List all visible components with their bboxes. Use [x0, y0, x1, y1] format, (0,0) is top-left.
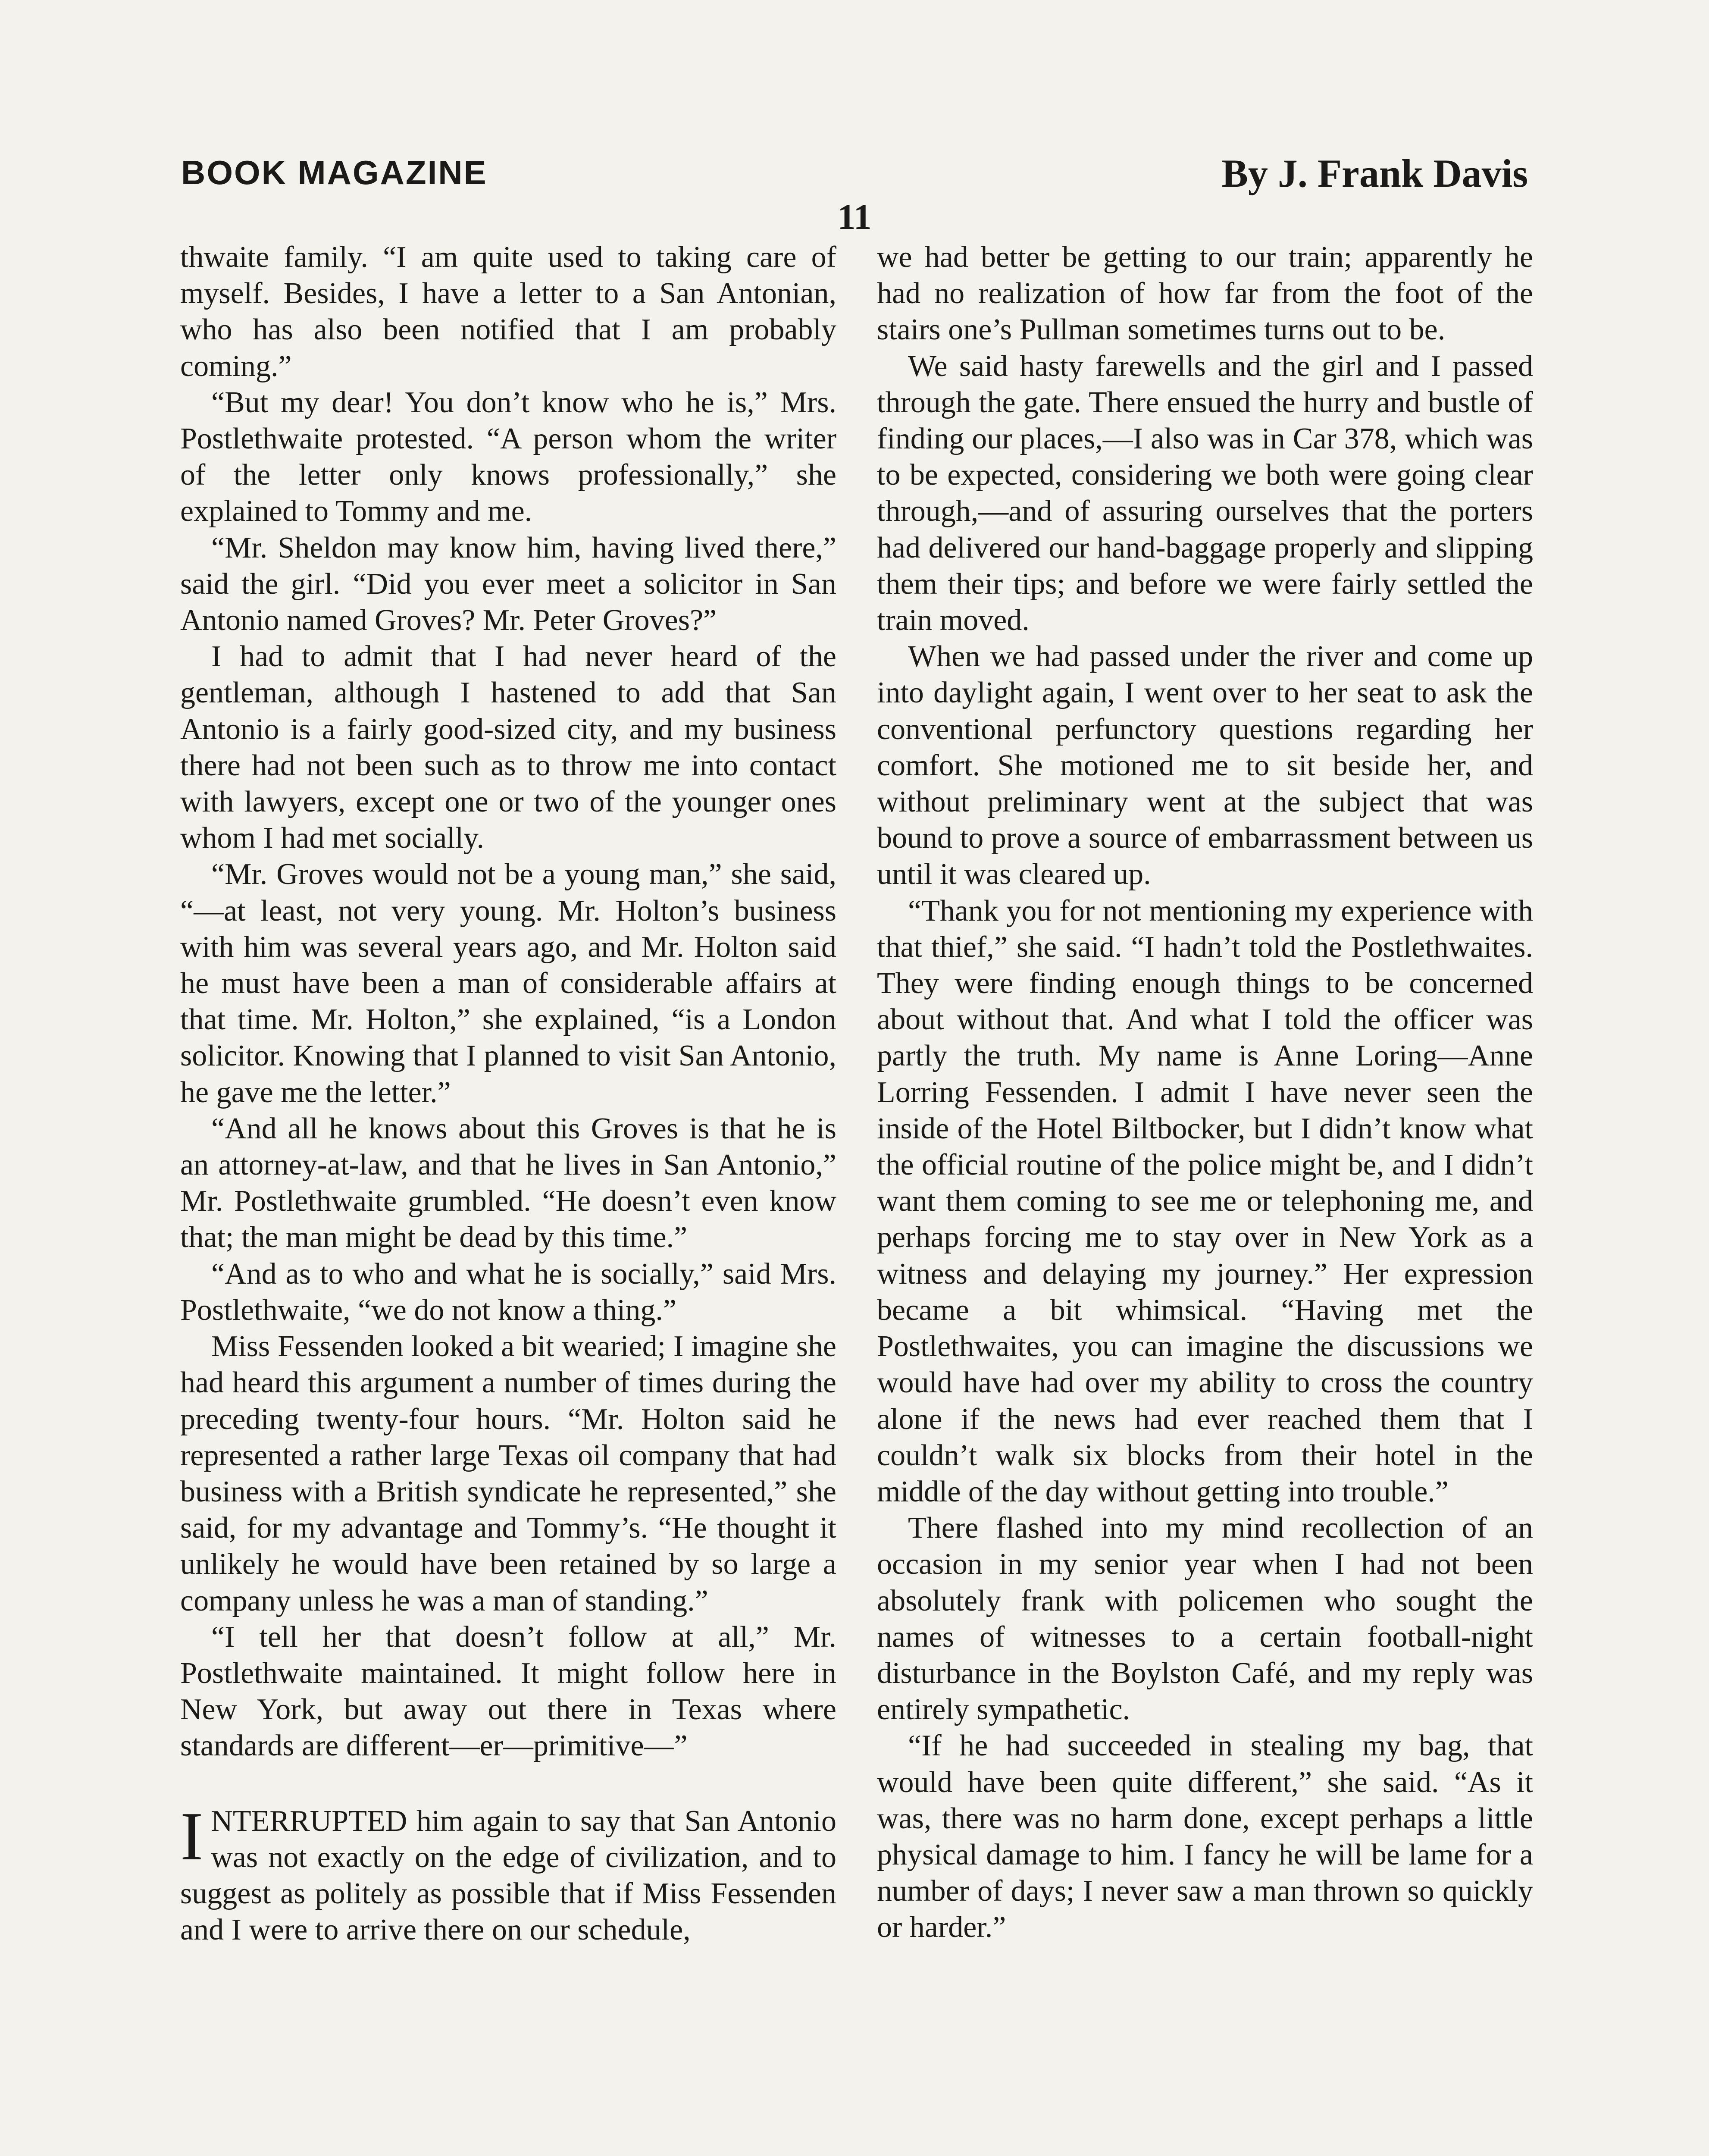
right-column — [877, 239, 1533, 1946]
page-number: 11 — [837, 197, 872, 237]
paragraph: We said hasty farewells and the girl and I passed through the gate. There ensued the hurry and bustle of finding our places,—I also was in Car 378, which was to be expected, considering we both were going clear through,—and of assuring ourselves that the porters had delivered our hand-baggage properly and slipping them their tips; and before we were fairly settled the train moved. — [877, 349, 1533, 637]
paragraph: “Mr. Sheldon may know him, having lived there,” said the girl. “Did you ever meet a solicitor in San Antonio named Groves? Mr. Peter Groves?” — [180, 531, 836, 637]
paragraph: There flashed into my mind recollection of an occasion in my senior year when I had not been absolutely frank with policemen who sought the names of witnesses to a certain football-night disturbance in the Boylston Café, and my reply was entirely sympathetic. — [877, 1511, 1533, 1727]
magazine-title: BOOK MAGAZINE — [181, 154, 488, 191]
paragraph: “Mr. Groves would not be a young man,” she said, “—at least, not very young. Mr. Holton’s business with him was several years ago, and Mr. Holton said he must have been a man of considerable affairs at that time. Mr. Holton,” she explained, “is a London solicitor. Knowing that I planned to visit San Antonio, he gave me the letter.” — [180, 858, 836, 1109]
paragraph: “And as to who and what he is socially,” said Mrs. Postlethwaite, “we do not know a thing.” — [180, 1257, 836, 1327]
paragraph: “I tell her that doesn’t follow at all,” Mr. Postlethwaite maintained. It might follow here in New York, but away out there in Texas where standards are different—er—primitive—” — [180, 1620, 836, 1763]
paragraph: we had better be getting to our train; apparently he had no realization of how far from the foot of the stairs one’s Pullman sometimes turns out to be. — [877, 241, 1533, 347]
paragraph: thwaite family. “I am quite used to taking care of myself. Besides, I have a letter to a San Antonian, who has also been notified that I am probably coming.” — [180, 241, 836, 383]
running-head — [181, 153, 1528, 201]
author-byline: By J. Frank Davis — [1221, 151, 1528, 195]
paragraph: I had to admit that I had never heard of the gentleman, although I hastened to add that San Antonio is a fairly good-sized city, and my business there had not been such as to throw me into contact with lawyers, except one or two of the younger ones whom I had met socially. — [180, 640, 836, 855]
section-opening-paragraph — [180, 1797, 836, 1949]
paragraph: “But my dear! You don’t know who he is,” Mrs. Postlethwaite protested. “A person whom the writer of the letter only knows professionally,” she explained to Tommy and me. — [180, 385, 836, 528]
paragraph: Miss Fessenden looked a bit wearied; I imagine she had heard this argument a number of times during the preceding twenty-four hours. “Mr. Holton said he represented a rather large Texas oil company that had business with a British syndicate he represented,” she said, for my advantage and Tommy’s. “He thought it unlikely he would have been retained by so large a company unless he was a man of standing.” — [180, 1330, 836, 1617]
section-text: him again to say that San Antonio was not exactly on the edge of civilization, and to suggest as politely as possible that if Miss Fessenden and I were to arrive there on our schedule, — [180, 1804, 836, 1947]
left-column — [180, 239, 836, 1948]
paragraph: “Thank you for not mentioning my experience with that thief,” she said. “I hadn’t told the Postlethwaites. They were finding enough things to be concerned about without that. And what I told the officer was partly the truth. My name is Anne Loring—Anne Lorring Fessenden. I admit I have never seen the inside of the Hotel Biltbocker, but I didn’t know what the official routine of the police might be, and I didn’t want them coming to see me or telephoning me, and perhaps forcing me to stay over in New York as a witness and delaying my journey.” Her expression became a bit whimsical. “Having met the Postlethwaites, you can imagine the discussions we would have had over my ability to cross the country alone if the news had ever reached them that I couldn’t walk six blocks from their hotel in the middle of the day without getting into trouble.” — [877, 894, 1533, 1508]
lead-in-caps: NTERRUPTED — [211, 1804, 407, 1838]
paragraph: When we had passed under the river and come up into daylight again, I went over to her seat to ask the conventional perfunctory questions regarding her comfort. She motioned me to sit beside her, and without preliminary went at the subject that was bound to prove a source of embarrassment between us until it was cleared up. — [877, 640, 1533, 891]
paragraph: “If he had succeeded in stealing my bag, that would have been quite different,” she said. “As it was, there was no harm done, except perhaps a little physical damage to him. I fancy he will be lame for a number of days; I never saw a man thrown so quickly or harder.” — [877, 1729, 1533, 1944]
paragraph: “And all he knows about this Groves is that he is an attorney-at-law, and that he lives in San Antonio,” Mr. Postlethwaite grumbled. “He doesn’t even know that; the man might be dead by this time.” — [180, 1112, 836, 1254]
drop-cap: I — [180, 1797, 203, 1874]
